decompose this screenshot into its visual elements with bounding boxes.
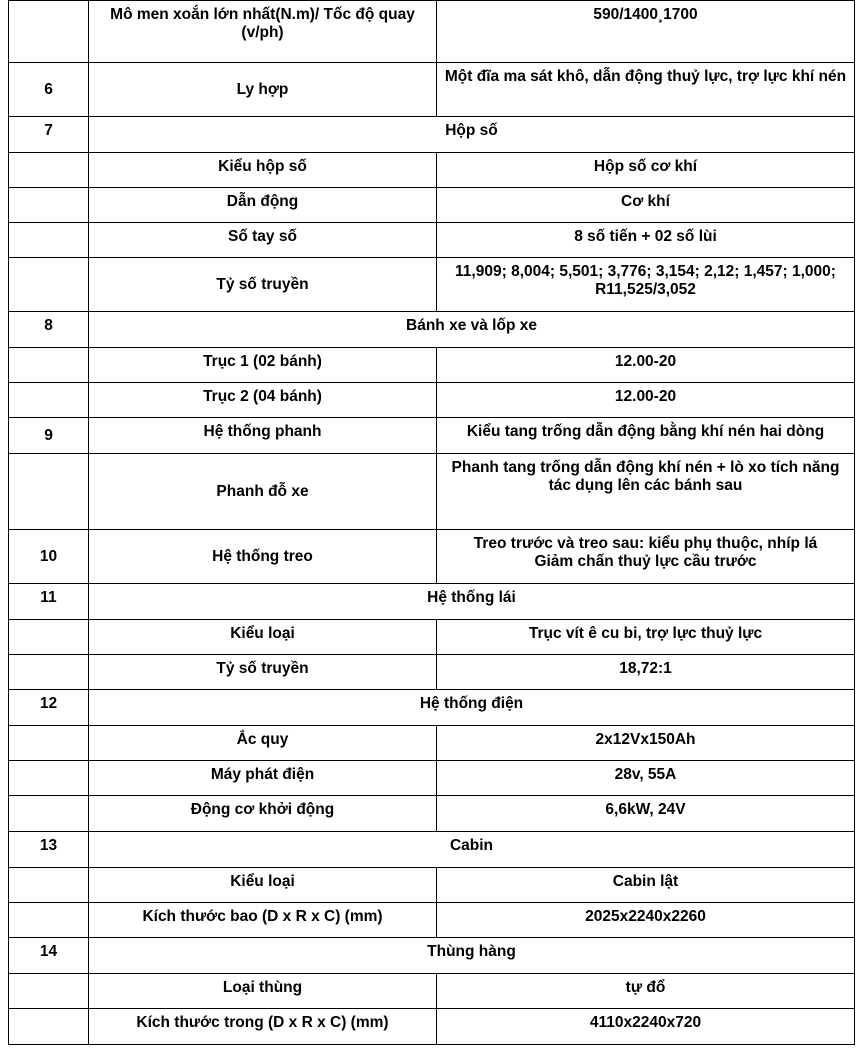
spec-value-line: Giảm chấn thuỷ lực cầu trước bbox=[534, 553, 757, 570]
spec-label: Kiểu hộp số bbox=[89, 153, 437, 188]
table-row bbox=[9, 530, 855, 584]
spec-value: Cơ khí bbox=[437, 188, 855, 223]
spec-label: Kiểu loại bbox=[89, 868, 437, 903]
spec-label: Hệ thống treo bbox=[89, 530, 437, 584]
section-title: Bánh xe và lốp xe bbox=[89, 312, 855, 348]
spec-label: Kiểu loại bbox=[89, 620, 437, 655]
row-number: 11 bbox=[9, 584, 89, 620]
row-number bbox=[9, 188, 89, 223]
spec-label: Tỷ số truyền bbox=[89, 655, 437, 690]
table-row bbox=[9, 868, 855, 903]
spec-table-body bbox=[9, 1, 855, 1045]
spec-label: Hệ thống phanh bbox=[89, 418, 437, 454]
section-title: Hệ thống điện bbox=[89, 690, 855, 726]
table-row bbox=[9, 223, 855, 258]
table-row bbox=[9, 796, 855, 832]
spec-value: Một đĩa ma sát khô, dẫn động thuỷ lực, trợ lực khí nén bbox=[437, 63, 855, 117]
table-row bbox=[9, 903, 855, 938]
spec-value: 11,909; 8,004; 5,501; 3,776; 3,154; 2,12; 1,457; 1,000; R11,525/3,052 bbox=[437, 258, 855, 312]
spec-label: Tỷ số truyền bbox=[89, 258, 437, 312]
section-row bbox=[9, 117, 855, 153]
row-number bbox=[9, 761, 89, 796]
spec-value bbox=[437, 530, 855, 584]
spec-value: Trục vít ê cu bi, trợ lực thuỷ lực bbox=[437, 620, 855, 655]
section-row bbox=[9, 584, 855, 620]
spec-label: Loại thùng bbox=[89, 974, 437, 1009]
row-number: 6 bbox=[9, 63, 89, 117]
table-row bbox=[9, 726, 855, 761]
table-row bbox=[9, 620, 855, 655]
spec-value bbox=[437, 454, 855, 530]
spec-label: Kích thước bao (D x R x C) (mm) bbox=[89, 903, 437, 938]
spec-label: Số tay số bbox=[89, 223, 437, 258]
row-number: 9 bbox=[9, 418, 89, 454]
row-number bbox=[9, 868, 89, 903]
row-number bbox=[9, 796, 89, 832]
section-title: Hộp số bbox=[89, 117, 855, 153]
row-number: 7 bbox=[9, 117, 89, 153]
spec-value: 4110x2240x720 bbox=[437, 1009, 855, 1045]
spec-value: 18,72:1 bbox=[437, 655, 855, 690]
section-row bbox=[9, 690, 855, 726]
row-number bbox=[9, 1, 89, 63]
spec-label: Dẫn động bbox=[89, 188, 437, 223]
spec-value: 12.00-20 bbox=[437, 383, 855, 418]
spec-value: 2025x2240x2260 bbox=[437, 903, 855, 938]
spec-label: Kích thước trong (D x R x C) (mm) bbox=[89, 1009, 437, 1045]
spec-value-line: Phanh tang trống dẫn động khí nén + lò xo tích năng bbox=[451, 459, 840, 476]
row-number bbox=[9, 620, 89, 655]
row-number bbox=[9, 903, 89, 938]
row-number bbox=[9, 655, 89, 690]
table-row bbox=[9, 761, 855, 796]
spec-label: Ắc quy bbox=[89, 726, 437, 761]
section-title: Hệ thống lái bbox=[89, 584, 855, 620]
spec-value: 2x12Vx150Ah bbox=[437, 726, 855, 761]
spec-label: Mô men xoắn lớn nhất(N.m)/ Tốc độ quay (v/ph) bbox=[89, 1, 437, 63]
row-number bbox=[9, 348, 89, 383]
spec-value-line: tác dụng lên các bánh sau bbox=[548, 477, 743, 494]
spec-label: Trục 2 (04 bánh) bbox=[89, 383, 437, 418]
table-row bbox=[9, 454, 855, 530]
row-number: 14 bbox=[9, 938, 89, 974]
table-row bbox=[9, 153, 855, 188]
row-number bbox=[9, 153, 89, 188]
spec-value: tự đổ bbox=[437, 974, 855, 1009]
spec-value: Kiểu tang trống dẫn động bằng khí nén hai dòng bbox=[437, 418, 855, 454]
row-number bbox=[9, 1009, 89, 1045]
section-row bbox=[9, 312, 855, 348]
spec-value-line: Treo trước và treo sau: kiểu phụ thuộc, nhíp lá bbox=[473, 535, 818, 552]
table-row bbox=[9, 418, 855, 454]
table-row bbox=[9, 1009, 855, 1045]
spec-value: 590/1400¸1700 bbox=[437, 1, 855, 63]
table-row bbox=[9, 655, 855, 690]
spec-label: Trục 1 (02 bánh) bbox=[89, 348, 437, 383]
row-number bbox=[9, 726, 89, 761]
row-number: 10 bbox=[9, 530, 89, 584]
row-number: 13 bbox=[9, 832, 89, 868]
table-row bbox=[9, 974, 855, 1009]
table-row bbox=[9, 63, 855, 117]
row-number bbox=[9, 223, 89, 258]
spec-label: Phanh đỗ xe bbox=[89, 454, 437, 530]
spec-label: Máy phát điện bbox=[89, 761, 437, 796]
spec-label: Động cơ khởi động bbox=[89, 796, 437, 832]
spec-value: Cabin lật bbox=[437, 868, 855, 903]
spec-value: 28v, 55A bbox=[437, 761, 855, 796]
table-row bbox=[9, 1, 855, 63]
row-number bbox=[9, 383, 89, 418]
section-title: Cabin bbox=[89, 832, 855, 868]
row-number: 8 bbox=[9, 312, 89, 348]
table-row bbox=[9, 383, 855, 418]
spec-table bbox=[8, 0, 855, 1045]
table-row bbox=[9, 348, 855, 383]
spec-value: Hộp số cơ khí bbox=[437, 153, 855, 188]
spec-label: Ly hợp bbox=[89, 63, 437, 117]
spec-value: 12.00-20 bbox=[437, 348, 855, 383]
section-row bbox=[9, 938, 855, 974]
section-title: Thùng hàng bbox=[89, 938, 855, 974]
table-row bbox=[9, 258, 855, 312]
table-row bbox=[9, 188, 855, 223]
row-number: 12 bbox=[9, 690, 89, 726]
row-number bbox=[9, 258, 89, 312]
row-number bbox=[9, 974, 89, 1009]
spec-value: 8 số tiến + 02 số lùi bbox=[437, 223, 855, 258]
section-row bbox=[9, 832, 855, 868]
row-number bbox=[9, 454, 89, 530]
spec-value: 6,6kW, 24V bbox=[437, 796, 855, 832]
